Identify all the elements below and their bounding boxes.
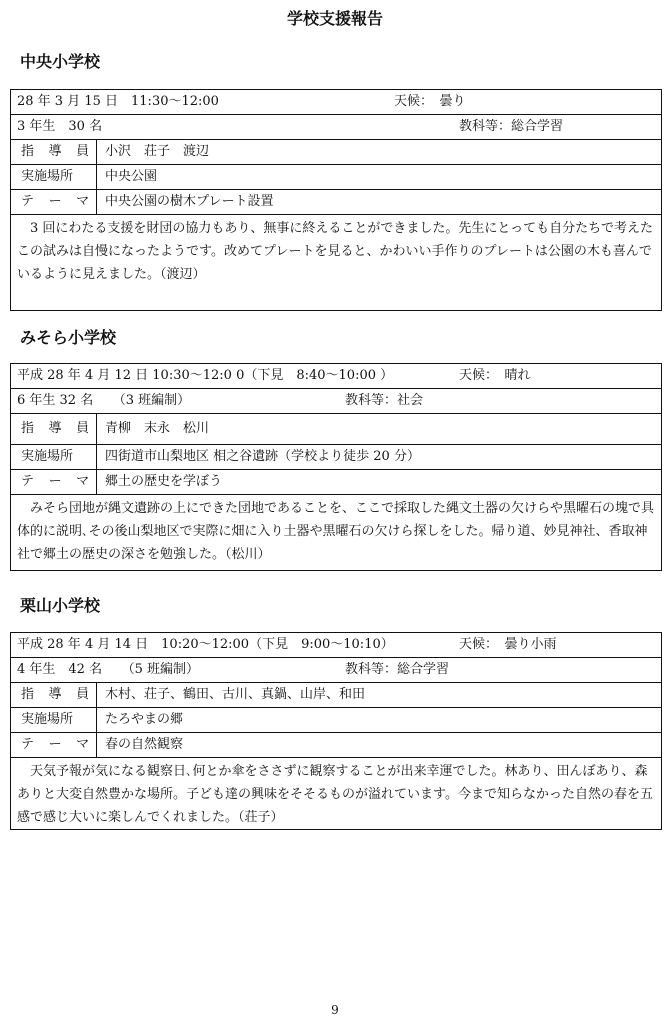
report-table [10,363,662,571]
date-row [11,90,661,115]
location-row [11,445,661,470]
location: 四街道市山梨地区 相之谷遺跡（学校より徒歩 20 分） [105,449,420,464]
theme-row [11,733,661,758]
location: 中央公園 [105,169,158,184]
report-body: みそら団地が縄文遺跡の上にできた団地であることを、ここで採取した縄文土器の欠けらや黒曜石の塊で具体的に説明､その後山梨地区で実際に畑に入り土器や黒曜石の欠けら探しをした。帰り道、妙見神社、香取神社で郷土の歴史の深さを勉強した。（松川） [17,501,655,562]
theme-label: テ ー マ [11,733,97,757]
location-row [11,708,661,733]
weather: 天候： 曇り小雨 [459,637,557,652]
location-label: 実施場所 [11,165,97,189]
subject: 教科等：総合学習 [459,119,564,134]
school-heading: 中央小学校 [20,52,101,71]
date: 28 年 3 月 15 日 11:30〜12:00 [17,94,219,109]
instructor-row [11,683,661,708]
date-row [11,633,661,658]
report-table [10,89,662,311]
date: 平成 28 年 4 月 12 日 10:30〜12:0 0（下見 8:40〜10:00 ） [17,368,394,383]
subject: 教科等：社会 [345,393,424,408]
theme: 郷土の歴史を学ぼう [105,474,223,489]
page-number: 9 [331,1003,339,1017]
instructor-row [11,414,661,445]
report-body: 天気予報が気になる観察日､何とか傘をささずに観察することが出来幸運でした。林あり、田んぼあり、森ありと大変自然豊かな場所。子ども達の興味をそそるものが溢れています。今まで知らなかった自然の春を五感で感じ大いに楽しんでくれました。（荘子） [17,764,653,825]
date-row [11,364,661,389]
theme-row [11,190,661,215]
theme: 春の自然観察 [105,737,184,752]
weather: 天候： 晴れ [459,368,531,383]
report-body: 3 回にわたる支援を財団の協力もあり、無事に終えることができました。先生にとっても自分たちで考えたこの試みは自慢になったようです。改めてプレートを見ると、かわいい手作りのプレートは公園の木も喜んでいるように見えました。（渡辺） [17,221,654,282]
school-heading: みそら小学校 [20,328,117,347]
instructor-label: 指 導 員 [11,414,97,444]
instructors: 小沢 荘子 渡辺 [105,144,210,159]
location: たろやまの郷 [105,712,184,727]
location-label: 実施場所 [11,708,97,732]
instructors: 木村、荘子、鶴田、古川、真鍋、山岸、和田 [105,687,366,702]
location-label: 実施場所 [11,445,97,469]
class-row [11,389,661,414]
location-row [11,165,661,190]
class-row [11,658,661,683]
class-info: 3 年生 30 名 [17,119,103,134]
page-title: 学校支援報告 [286,9,383,28]
date: 平成 28 年 4 月 14 日 10:20〜12:00（下見 9:00〜10:10） [17,637,394,652]
class-info: 6 年生 32 名 （3 班編制） [17,393,191,408]
class-row [11,115,661,140]
theme-row [11,470,661,495]
class-info: 4 年生 42 名 （5 班編制） [17,662,199,677]
instructor-row [11,140,661,165]
instructor-label: 指 導 員 [11,140,97,164]
weather: 天候： 曇り [394,94,466,109]
report-table [10,632,662,830]
theme: 中央公園の樹木プレート設置 [105,194,274,209]
instructor-label: 指 導 員 [11,683,97,707]
theme-label: テ ー マ [11,470,97,494]
instructors: 青柳 末永 松川 [105,421,210,436]
subject: 教科等：総合学習 [345,662,450,677]
school-heading: 栗山小学校 [20,596,101,615]
theme-label: テ ー マ [11,190,97,214]
